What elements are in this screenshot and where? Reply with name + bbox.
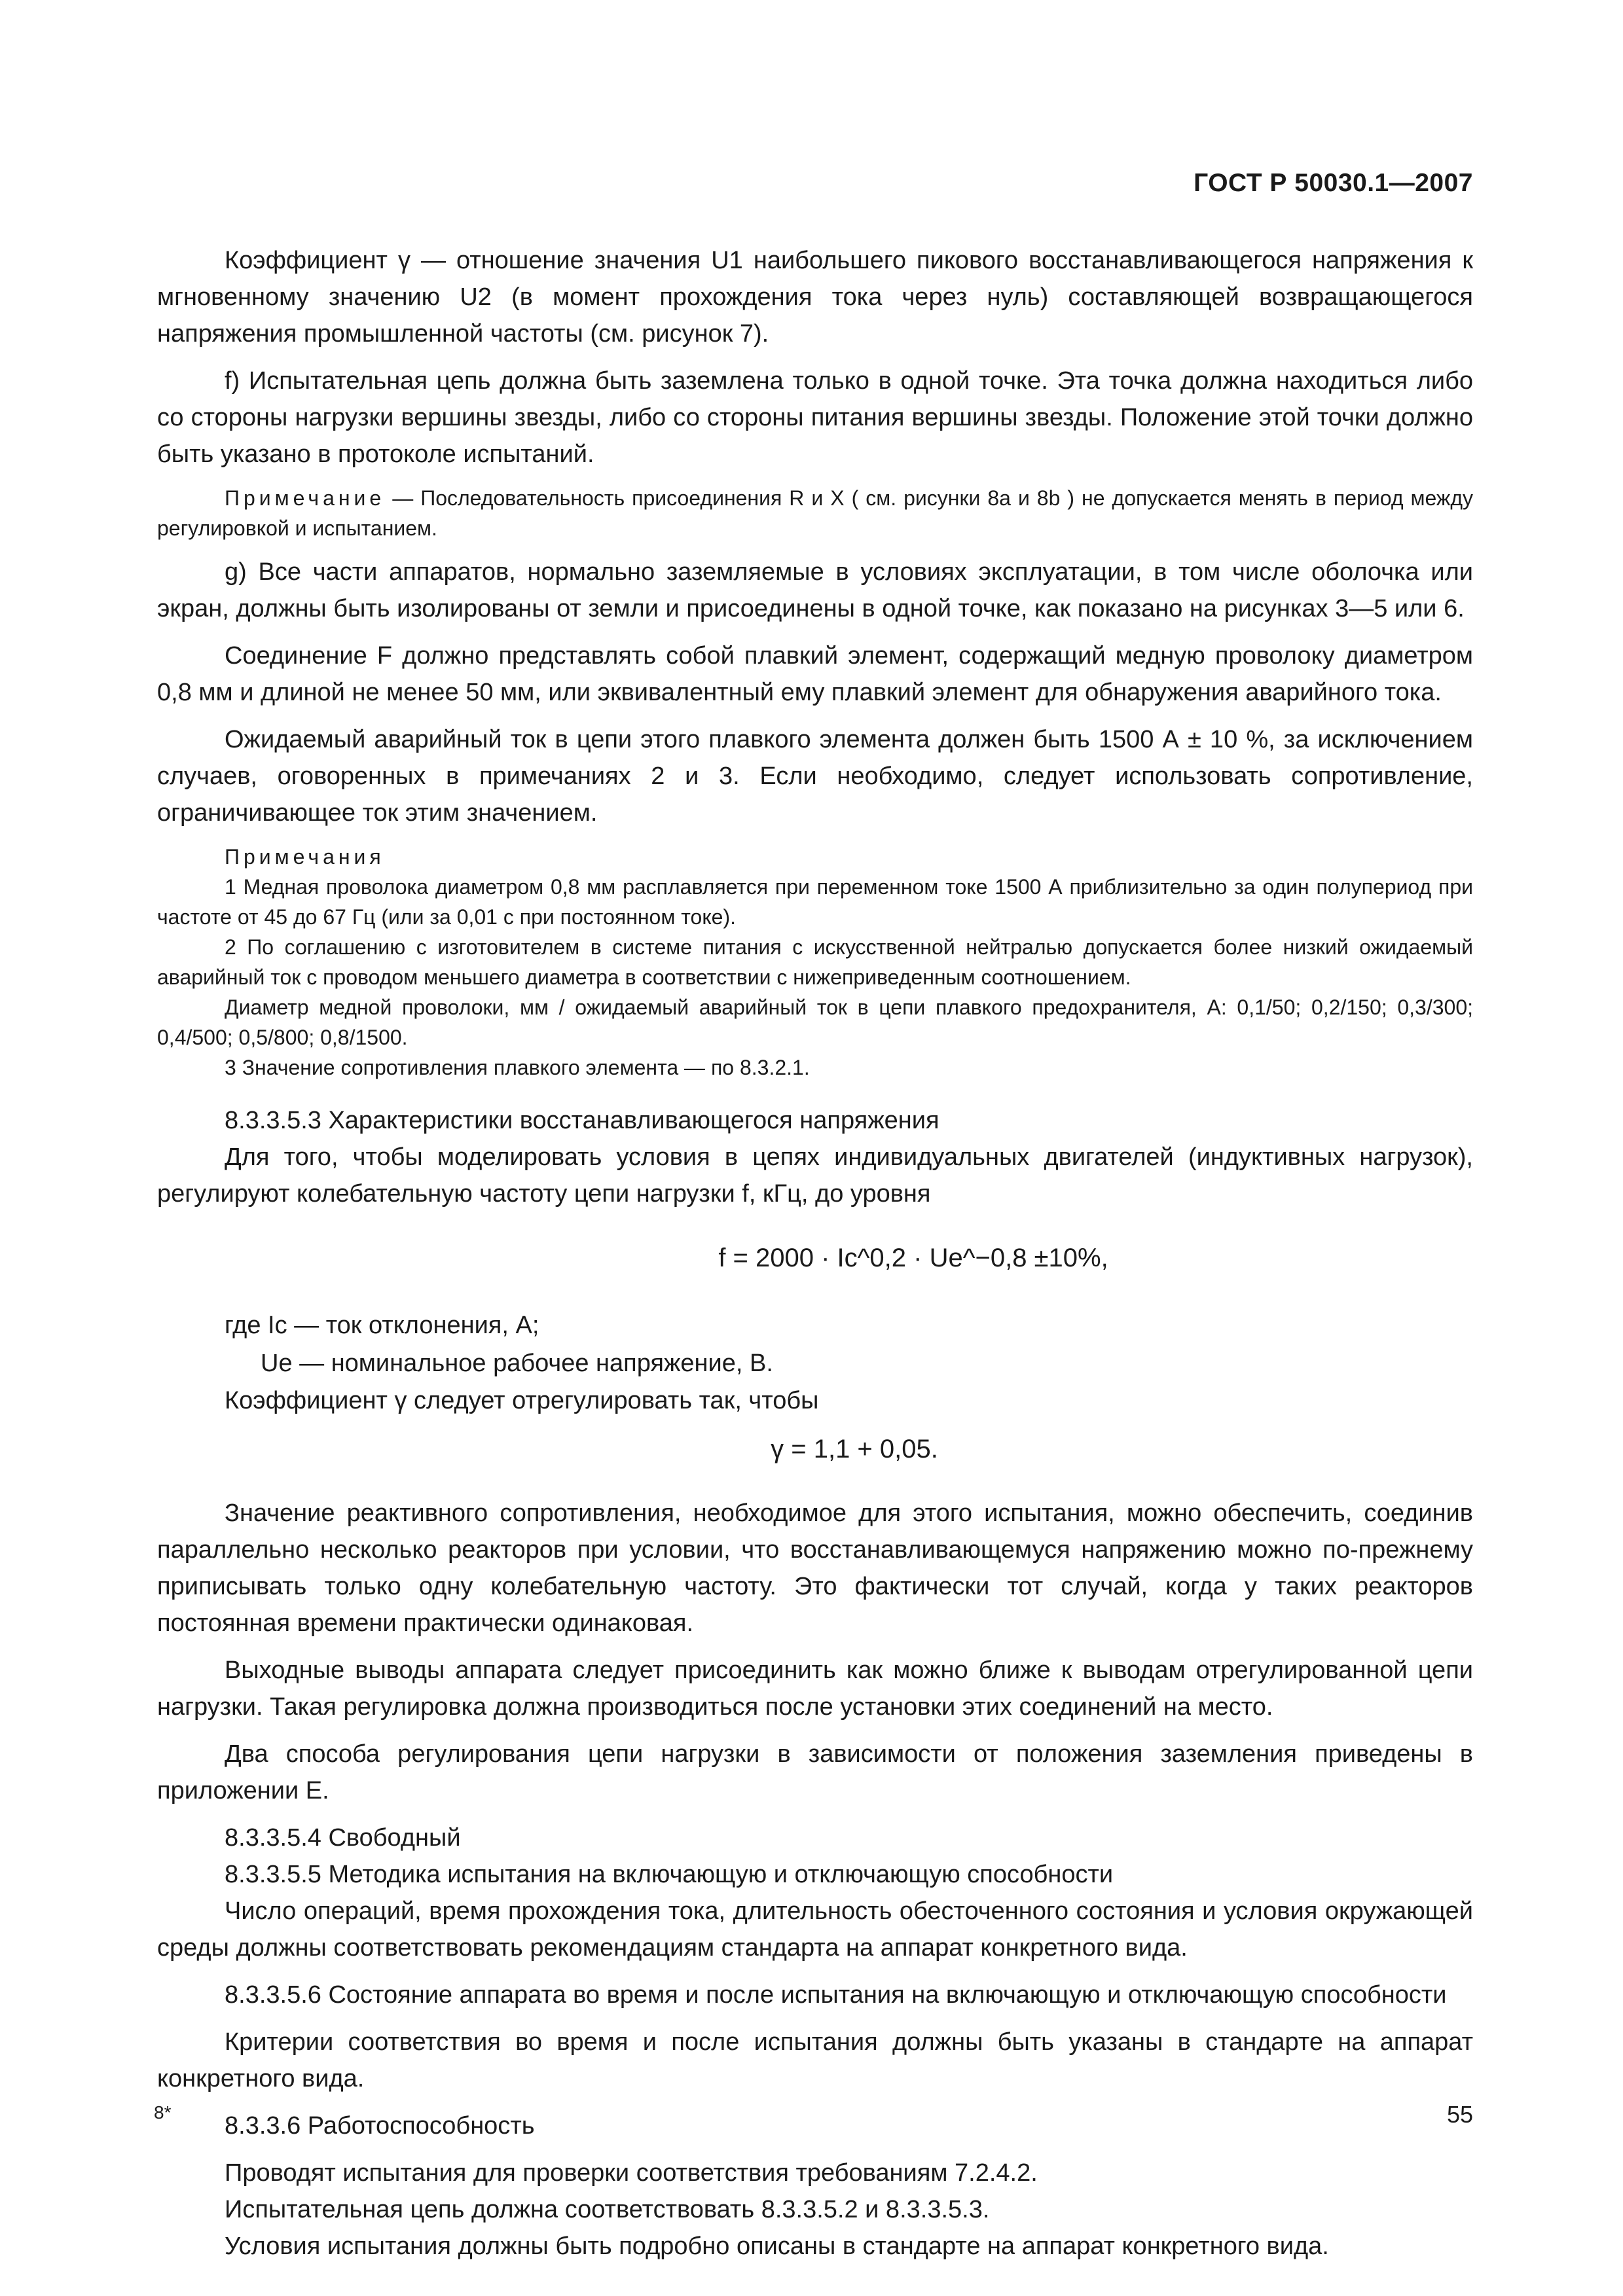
paragraph: Проводят испытания для проверки соответствия требованиям 7.2.4.2. xyxy=(225,2159,1038,2187)
note-item: Диаметр медной проволоки, мм / ожидаемый аварийный ток в цепи плавкого предохранителя, А: 0,1/50; 0,2/150; 0,3/300; 0,4/500; 0,5/800; 0,8/1500. xyxy=(157,996,1473,1049)
note-text: — Последовательность присоединения R и X ( см. рисунки 8a и 8b ) не допускается менять в период между регулировкой и испытанием. xyxy=(157,486,1473,540)
page-number: 55 xyxy=(1446,2101,1473,2128)
note-item: 1 Медная проволока диаметром 0,8 мм расплавляется при переменном токе 1500 А приблизительно за один полупериод при частоте от 45 до 67 Гц (или за 0,01 с при постоянном токе). xyxy=(157,875,1473,929)
paragraph: Для того, чтобы моделировать условия в цепях индивидуальных двигателей (индуктивных нагрузок), регулируют колебательную частоту цепи нагрузки f, кГц, до уровня xyxy=(157,1143,1473,1208)
paragraph: g) Все части аппаратов, нормально заземляемые в условиях эксплуатации, в том числе оболочка или экран, должны быть изолированы от земли и присоединены в одной точке, как показано на рисунках 3—5 или 6. xyxy=(157,558,1473,622)
paragraph: Число операций, время прохождения тока, длительность обесточенного состояния и условия окружающей среды должны соответствовать рекомендациям стандарта на аппарат конкретного вида. xyxy=(157,1897,1473,1962)
paragraph: Два способа регулирования цепи нагрузки в зависимости от положения заземления приведены в приложении Е. xyxy=(157,1740,1473,1804)
section-heading: 8.3.3.5.5 Методика испытания на включающую и отключающую способности xyxy=(225,1861,1114,1888)
equation: γ = 1,1 + 0,05. xyxy=(771,1435,938,1463)
paragraph: Соединение F должно представлять собой плавкий элемент, содержащий медную проволоку диаметром 0,8 мм и длиной не менее 50 мм, или эквивалентный ему плавкий элемент для обнаружения аварийного тока. xyxy=(157,642,1473,706)
paragraph: Критерии соответствия во время и после испытания должны быть указаны в стандарте на аппарат конкретного вида. xyxy=(157,2028,1473,2092)
document-header: ГОСТ Р 50030.1—2007 xyxy=(1194,169,1473,197)
section-heading: 8.3.3.5.4 Свободный xyxy=(225,1824,461,1852)
formula-legend xyxy=(157,1306,1473,1382)
paragraph: Коэффициент γ следует отрегулировать так, чтобы xyxy=(225,1387,819,1414)
paragraph: Коэффициент γ — отношение значения U1 наибольшего пикового восстанавливающегося напряжения к мгновенному значению U2 (в момент прохождения тока через нуль) составляющей возвращающегося напряжения промышленной частоты (см. рисунок 7). xyxy=(157,247,1473,348)
paragraph: Условия испытания должны быть подробно описаны в стандарте на аппарат конкретного вида. xyxy=(225,2233,1329,2260)
paragraph: f) Испытательная цепь должна быть заземлена только в одной точке. Эта точка должна находиться либо со стороны нагрузки вершины звезды, либо со стороны питания вершины звезды. Положение этой точки должно быть указано в протоколе испытаний. xyxy=(157,367,1473,468)
paragraph: Выходные выводы аппарата следует присоединить как можно ближе к выводам отрегулированной цепи нагрузки. Такая регулировка должна производиться после установки этих соединений на место. xyxy=(157,1657,1473,1721)
note-label: Примечание xyxy=(225,486,386,510)
notes-label: Примечания xyxy=(225,845,385,869)
note xyxy=(157,483,1473,543)
paragraph: Испытательная цепь должна соответствовать 8.3.3.5.2 и 8.3.3.5.3. xyxy=(225,2196,990,2223)
paragraph: Значение реактивного сопротивления, необходимое для этого испытания, можно обеспечить, соединив параллельно несколько реакторов при условии, что восстанавливающемуся напряжению можно по-прежнему приписывать только одну колебательную частоту. Это фактически тот случай, когда у таких реакторов постоянная времени практически одинаковая. xyxy=(157,1499,1473,1637)
notes-heading xyxy=(157,842,1473,872)
section-heading: 8.3.3.5.3 Характеристики восстанавливающегося напряжения xyxy=(225,1107,939,1134)
paragraph: Ожидаемый аварийный ток в цепи этого плавкого элемента должен быть 1500 А ± 10 %, за исключением случаев, оговоренных в примечаниях 2 и 3. Если необходимо, следует использовать сопротивление, ограничивающее ток этим значением. xyxy=(157,726,1473,827)
formula: f = 2000 · Ic^0,2 · Ue^−0,8 ±10%, xyxy=(718,1244,1108,1272)
section-heading: 8.3.3.6 Работоспособность xyxy=(225,2112,535,2140)
document-body xyxy=(157,242,1473,2265)
legend-line: Ue — номинальное рабочее напряжение, В. xyxy=(261,1350,773,1377)
section-heading: 8.3.3.5.6 Состояние аппарата во время и после испытания на включающую и отключающую способности xyxy=(225,1981,1447,2009)
legend-line: где Ic — ток отклонения, А; xyxy=(225,1312,539,1339)
footer-signature-mark: 8* xyxy=(154,2102,172,2123)
note-item: 3 Значение сопротивления плавкого элемента — по 8.3.2.1. xyxy=(225,1056,810,1079)
note-item: 2 По соглашению с изготовителем в системе питания с искусственной нейтралью допускается более низкий ожидаемый аварийный ток с проводом меньшего диаметра в соответствии с нижеприведенным соотношением. xyxy=(157,935,1473,989)
